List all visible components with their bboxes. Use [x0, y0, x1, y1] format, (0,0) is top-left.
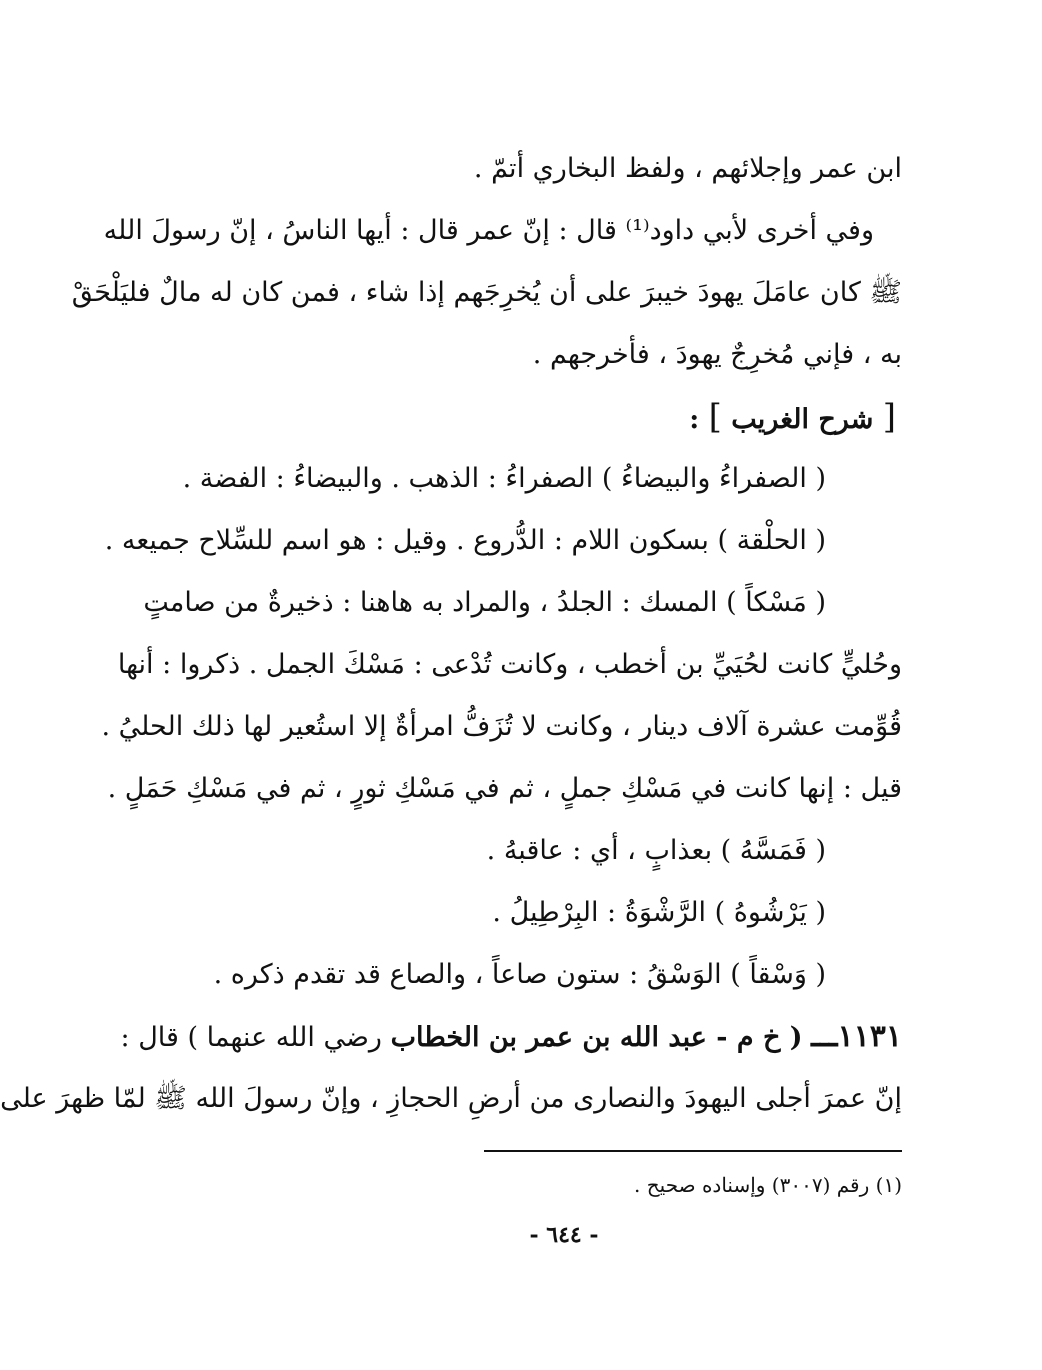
hadith-number: ١١٣١ — [837, 1019, 902, 1054]
body-line-4: به ، فإني مُخرِجٌ يهودَ ، فأخرجهم . — [532, 339, 902, 370]
page-number: - ٦٤٤ - — [529, 1222, 599, 1248]
gharib-line-1: ( الصفراءُ والبيضاءُ ) الصفراءُ : الذهب . والبيضاءُ : الفضة . — [182, 463, 826, 494]
gharib-line-3: ( مَسْكاً ) المسك : الجلدُ ، والمراد به هاهنا : ذخيرةٌ من صامتٍ — [143, 587, 826, 618]
gharib-heading — [216, 386, 902, 448]
footnote: (١) رقم (٣٠٠٧) وإسناده صحيح . — [634, 1173, 902, 1197]
gharib-line-5: قُوِّمت عشرة آلاف دينار ، وكانت لا تُزَفُّ امرأةٌ إلا استُعير لها ذلك الحليُ . — [101, 711, 902, 742]
main-text-block — [0, 138, 902, 1130]
body-line-2: وفي أخرى لأبي داود⁽¹⁾ قال : إنّ عمر قال : أيها الناسُ ، إنّ رسولَ الله — [103, 215, 874, 246]
hadith-attribution: ( خ م - عبد الله بن عمر بن الخطاب — [390, 1022, 803, 1053]
gharib-line-9: ( وَسْقاً ) الوَسْقُ : ستون صاعاً ، والصاع قد تقدم ذكره . — [213, 959, 826, 990]
footnote-divider — [484, 1150, 902, 1152]
heading-open-bracket: [ — [882, 397, 896, 437]
gharib-line-2: ( الحلْقة ) بسكون اللام : الدُّروع . وقيل : هو اسم للسِّلاح جميعه . — [104, 525, 826, 556]
gharib-heading-text: شرح الغريب — [731, 404, 874, 435]
gharib-line-4: وحُليٍّ كانت لحُيَيِّ بن أخطب ، وكانت تُدْعى : مَسْكَ الجمل . ذكروا : أنها — [117, 649, 902, 680]
heading-close-bracket: ] — [708, 397, 722, 437]
hadith-header-line — [120, 1006, 902, 1068]
hadith-text-line: إنّ عمرَ أجلى اليهودَ والنصارى من أرضِ الحجازِ ، وإنّ رسولَ الله ﷺ لمّا ظهرَ على — [0, 1083, 902, 1114]
gharib-heading-colon: : — [689, 404, 700, 435]
hadith-dash: ـــ — [811, 1019, 838, 1054]
body-line-3: ﷺ كان عامَلَ يهودَ خيبرَ على أن يُخرِجَهم إذا شاء ، فمن كان له مالٌ فليَلْحَقْ — [71, 277, 902, 308]
gharib-line-8: ( يَرْشُوهُ ) الرَّشْوَةُ : البِرْطِيلُ . — [492, 897, 826, 928]
gharib-line-7: ( فَمَسَّهُ ) بعذابٍ ، أي : عاقبهُ . — [486, 835, 826, 866]
hadith-attribution-end: رضي الله عنهما ) قال : — [120, 1022, 382, 1053]
gharib-line-6: قيل : إنها كانت في مَسْكِ جملٍ ، ثم في مَسْكِ ثورٍ ، ثم في مَسْكِ حَمَلٍ . — [107, 773, 902, 804]
body-line-1: ابن عمر وإجلائهم ، ولفظ البخاري أتمّ . — [473, 153, 902, 184]
